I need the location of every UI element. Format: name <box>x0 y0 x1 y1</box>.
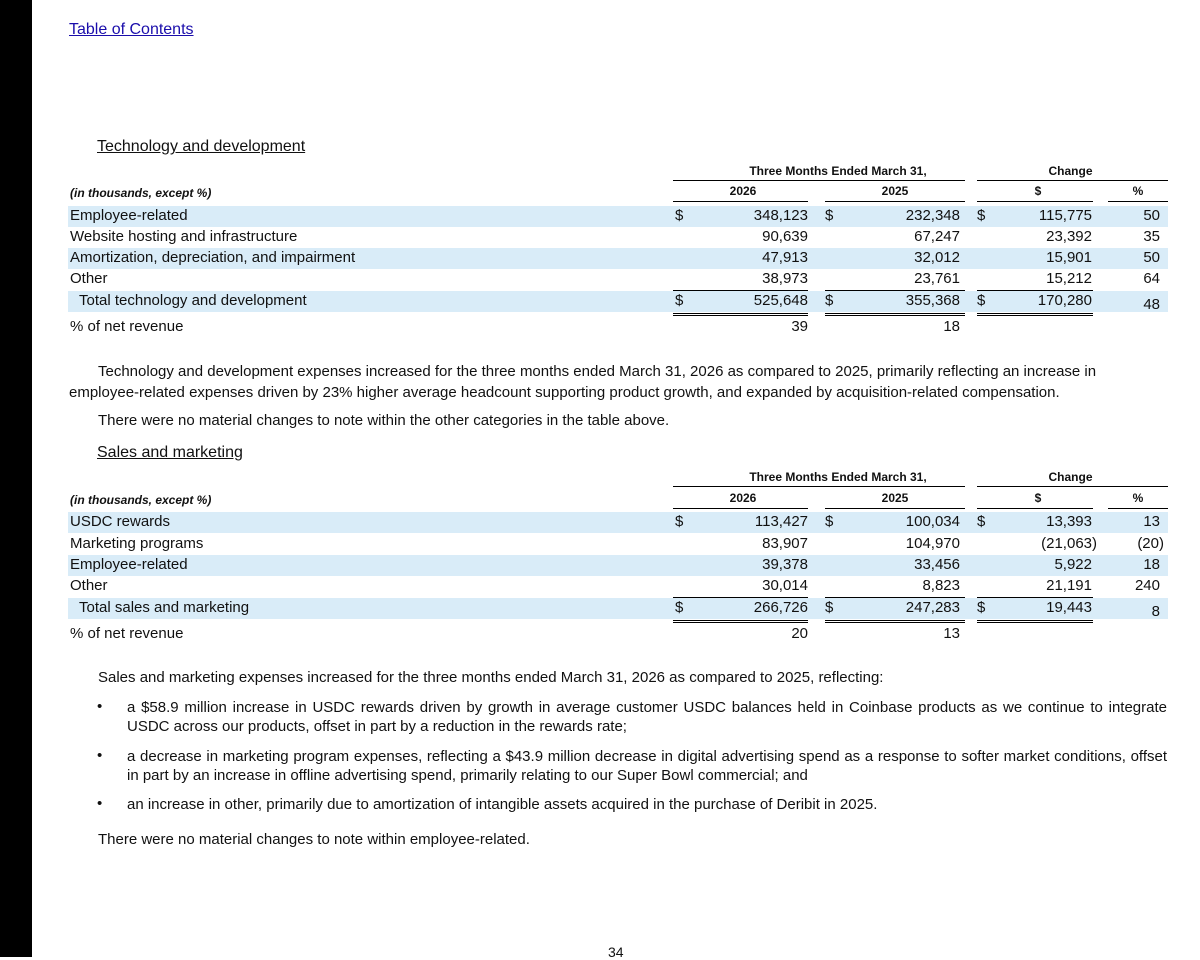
tech-dev-heading: Technology and development <box>97 138 306 155</box>
value-2026: 90,639 <box>762 228 808 245</box>
value-2026: 266,726 <box>753 599 808 616</box>
total-double-rule <box>977 313 1093 316</box>
dollar-sign: $ <box>675 207 684 224</box>
row-label: Total sales and marketing <box>79 599 250 616</box>
table-row <box>68 624 1168 645</box>
value-2025: 100,034 <box>905 513 960 530</box>
row-label: Total technology and development <box>79 292 307 309</box>
value-2026: 39,378 <box>762 556 808 573</box>
table-row <box>68 555 1168 576</box>
bullet-marker: • <box>97 795 103 812</box>
table-row <box>68 248 1168 269</box>
change-dollar: 13,393 <box>1046 513 1092 530</box>
row-label: Employee-related <box>70 556 188 573</box>
value-2026: 30,014 <box>762 577 808 594</box>
sales-period-rule <box>673 486 965 487</box>
sales-period-header: Three Months Ended March 31, <box>749 470 927 484</box>
table-row <box>68 512 1168 533</box>
bullet-item: a decrease in marketing program expenses, reflecting a $43.9 million decrease in digital advertising spend as a response to softer market conditions, offset in part by an increase in offline advertising spend, primarily relating to our Super Bowl commercial; and <box>127 748 1167 784</box>
tech-change-rule <box>977 180 1168 181</box>
sales-col-change-dollar: $ <box>1034 491 1042 505</box>
change-dollar: 23,392 <box>1046 228 1092 245</box>
dollar-sign: $ <box>977 599 986 616</box>
row-label: Other <box>70 270 108 287</box>
sales-closing-paragraph: There were no material changes to note within employee-related. <box>98 831 530 848</box>
tech-period-rule <box>673 180 965 181</box>
change-pct: 13 <box>1143 513 1160 530</box>
page-number: 34 <box>608 944 624 960</box>
dollar-sign: $ <box>675 513 684 530</box>
dollar-sign: $ <box>977 207 986 224</box>
row-label: % of net revenue <box>70 625 184 642</box>
change-dollar: 5,922 <box>1054 556 1092 573</box>
tech-col-rule-dollar <box>977 201 1093 202</box>
table-row-total <box>68 598 1168 619</box>
table-row <box>68 269 1168 290</box>
sales-marketing-heading: Sales and marketing <box>97 444 243 461</box>
dollar-sign: $ <box>977 513 986 530</box>
change-dollar: (21,063) <box>1041 535 1097 552</box>
table-row <box>68 534 1168 555</box>
change-dollar: 19,443 <box>1046 599 1092 616</box>
value-2025: 13 <box>943 625 960 642</box>
dollar-sign: $ <box>675 292 684 309</box>
dollar-sign: $ <box>825 292 834 309</box>
value-2025: 8,823 <box>922 577 960 594</box>
table-row <box>68 317 1168 338</box>
tech-col-change-dollar: $ <box>1034 184 1042 198</box>
row-label: Amortization, depreciation, and impairment <box>70 249 356 266</box>
table-row <box>68 576 1168 597</box>
tech-col-change-pct: % <box>1132 184 1144 198</box>
tech-dev-note: There were no material changes to note within the other categories in the table above. <box>98 412 670 429</box>
total-double-rule <box>673 620 808 623</box>
change-pct: 50 <box>1143 207 1160 224</box>
row-label: % of net revenue <box>70 318 184 335</box>
value-2025: 33,456 <box>914 556 960 573</box>
change-pct: 18 <box>1143 556 1160 573</box>
value-2025: 247,283 <box>905 599 960 616</box>
tech-dev-paragraph: Technology and development expenses increased for the three months ended March 31, 2026 as compared to 2025, primarily reflecting an increase in employee-related expenses driven by 23% higher average headcount supporting product growth, and expanded by acquisition-related compensation. <box>69 363 1097 401</box>
sales-col-rule-dollar <box>977 508 1093 509</box>
sales-change-rule <box>977 486 1168 487</box>
tech-col-rule-2025 <box>825 201 965 202</box>
value-2026: 39 <box>791 318 808 335</box>
row-label: Employee-related <box>70 207 188 224</box>
change-pct: 35 <box>1143 228 1160 245</box>
change-dollar: 21,191 <box>1046 577 1092 594</box>
tech-col-rule-2026 <box>673 201 808 202</box>
dollar-sign: $ <box>977 292 986 309</box>
dollar-sign: $ <box>825 599 834 616</box>
bullet-item: a $58.9 million increase in USDC rewards driven by growth in average customer USDC balances held in Coinbase products as we continue to integrate USDC across our products, offset in part by a reduction in the rewards rate; <box>127 699 1167 735</box>
bullet-marker: • <box>97 698 103 715</box>
total-double-rule <box>673 313 808 316</box>
change-pct: 8 <box>1151 603 1160 620</box>
value-2026: 47,913 <box>762 249 808 266</box>
total-double-rule <box>825 313 965 316</box>
value-2026: 38,973 <box>762 270 808 287</box>
value-2026: 83,907 <box>762 535 808 552</box>
bullet-marker: • <box>97 747 103 764</box>
sales-col-2026: 2026 <box>729 491 757 505</box>
change-pct: 240 <box>1134 577 1160 594</box>
sales-col-rule-2026 <box>673 508 808 509</box>
sales-col-2025: 2025 <box>881 491 909 505</box>
row-label: USDC rewards <box>70 513 171 530</box>
row-label: Marketing programs <box>70 535 204 552</box>
sales-col-rule-2025 <box>825 508 965 509</box>
table-row <box>68 206 1168 227</box>
change-pct: 50 <box>1143 249 1160 266</box>
tech-col-2025: 2025 <box>881 184 909 198</box>
sales-col-rule-pct <box>1108 508 1168 509</box>
total-double-rule <box>825 620 965 623</box>
value-2025: 32,012 <box>914 249 960 266</box>
table-row-total <box>68 291 1168 312</box>
tech-units-label: (in thousands, except %) <box>70 186 212 200</box>
value-2026: 525,648 <box>753 292 808 309</box>
value-2026: 113,427 <box>754 513 808 530</box>
change-dollar: 15,901 <box>1046 249 1092 266</box>
bullet-item: an increase in other, primarily due to amortization of intangible assets acquired in the purchase of Deribit in 2025. <box>127 796 878 813</box>
sales-intro-paragraph: Sales and marketing expenses increased for the three months ended March 31, 2026 as compared to 2025, reflecting: <box>98 669 884 686</box>
tech-col-2026: 2026 <box>729 184 757 198</box>
change-pct: 48 <box>1143 296 1160 313</box>
value-2025: 18 <box>943 318 960 335</box>
sales-col-change-pct: % <box>1132 491 1144 505</box>
sales-units-label: (in thousands, except %) <box>70 493 212 507</box>
change-pct: (20) <box>1137 535 1164 552</box>
value-2025: 355,368 <box>905 292 960 309</box>
value-2026: 20 <box>791 625 808 642</box>
change-dollar: 115,775 <box>1038 207 1092 224</box>
row-label: Other <box>70 577 108 594</box>
total-double-rule <box>977 620 1093 623</box>
value-2025: 232,348 <box>905 207 960 224</box>
change-dollar: 15,212 <box>1046 270 1092 287</box>
tech-period-header: Three Months Ended March 31, <box>749 164 927 178</box>
table-of-contents-link[interactable]: Table of Contents <box>69 21 194 38</box>
left-black-border <box>0 0 32 957</box>
value-2025: 67,247 <box>914 228 960 245</box>
value-2025: 104,970 <box>905 535 960 552</box>
row-label: Website hosting and infrastructure <box>70 228 298 245</box>
change-pct: 64 <box>1143 270 1160 287</box>
table-row <box>68 227 1168 248</box>
value-2025: 23,761 <box>914 270 960 287</box>
tech-change-header: Change <box>1048 164 1093 178</box>
change-dollar: 170,280 <box>1037 292 1092 309</box>
sales-change-header: Change <box>1048 470 1093 484</box>
dollar-sign: $ <box>675 599 684 616</box>
dollar-sign: $ <box>825 207 834 224</box>
dollar-sign: $ <box>825 513 834 530</box>
tech-col-rule-pct <box>1108 201 1168 202</box>
value-2026: 348,123 <box>753 207 808 224</box>
